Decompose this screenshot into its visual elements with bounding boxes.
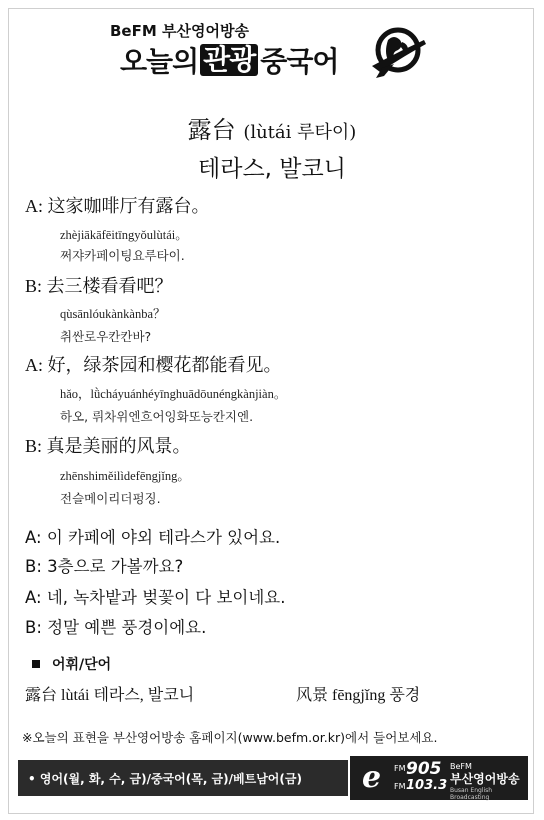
pinyin-text: zhèjiākāfēitīngyǒulùtái。 [60,228,188,242]
show-title [120,42,338,78]
speaker-label: A: [25,355,43,375]
korean-text: 3층으로 가볼까요? [47,557,184,576]
schedule-bar [18,760,348,796]
chinese-text: 这家咖啡厅有露台。 [47,196,210,216]
title-word-zh: 露台 [187,116,236,144]
speaker-label: B: [25,276,43,296]
show-title-boxed: 관광 [200,44,258,76]
vocab-item: 风景 fēngjǐng 풍경 [296,687,421,704]
bullet-square-icon [32,660,40,668]
korean-text: 이 카페에 야외 테라스가 있어요. [46,528,281,547]
dialogue-line [25,192,210,218]
speaker-label: B: [25,618,42,637]
schedule-text: • 영어(월, 화, 수, 금)/중국어(목, 금)/베트남어(금) [28,771,302,786]
korean-line [25,524,280,548]
logo-e-mark: e [362,760,382,795]
korean-line [25,584,286,608]
title-meaning: 테라스, 발코니 [198,156,346,182]
station-name: BeFM 부산영어방송 [110,22,249,40]
korean-line [25,553,183,577]
speaker-label: A: [25,196,43,216]
show-title-pre: 오늘의 [120,45,199,78]
title-word [0,110,544,145]
logo-brand-small: BeFM [450,762,472,771]
pinyin-text: zhēnshiměilìdefēngjǐng。 [60,469,190,483]
chinese-text: 真是美丽的风景。 [46,436,191,456]
frequency-primary: 905 [406,759,442,779]
dialogue-line [25,432,191,458]
fm-label: FM [394,764,406,773]
globe-plane-icon [368,22,428,82]
speaker-label: B: [25,436,43,456]
pronunciation-text: 전슬메이리더펑징. [60,491,161,506]
korean-text: 정말 예쁜 풍경이에요. [47,618,207,637]
fm-label: FM [394,782,406,791]
frequency-secondary: 103.3 [406,778,448,793]
vocab-heading [32,654,111,674]
speaker-label: A: [25,528,42,547]
befm-logo [350,756,528,800]
pronunciation-text: 취싼로우칸칸바? [60,329,152,344]
header [0,0,544,100]
vocab-heading-label: 어휘/단어 [52,657,112,673]
pinyin-text: qùsānlóukànkànba？ [60,307,166,321]
dialogue-line [25,272,173,298]
logo-english-name: Busan English Broadcasting [450,787,493,801]
korean-text: 네, 녹차밭과 벚꽃이 다 보이네요. [46,588,286,607]
chinese-text: 去三楼看看吧？ [46,276,173,296]
chinese-text: 好，绿茶园和樱花都能看见。 [47,355,282,375]
logo-station-name: 부산영어방송 [450,772,520,786]
homepage-notice: ※오늘의 표현을 부산영어방송 홈페이지(www.befm.or.kr)에서 들어보세요. [22,730,438,745]
pinyin-text: hǎo，lǜcháyuánhéyīnghuādōunéngkànjiàn。 [60,387,287,401]
title-word-pinyin: (lùtái 루타이) [243,122,357,143]
pronunciation-text: 쩌쟈카페이팅요루타이. [60,248,185,263]
speaker-label: A: [25,588,42,607]
pronunciation-text: 하오, 뤼차위엔흐어잉화또능칸지엔. [60,409,254,424]
vocab-item: 露台 lùtái 테라스, 발코니 [25,687,195,704]
speaker-label: B: [25,557,42,576]
show-title-post: 중국어 [260,45,339,78]
dialogue-line [25,351,282,377]
korean-line [25,614,206,638]
